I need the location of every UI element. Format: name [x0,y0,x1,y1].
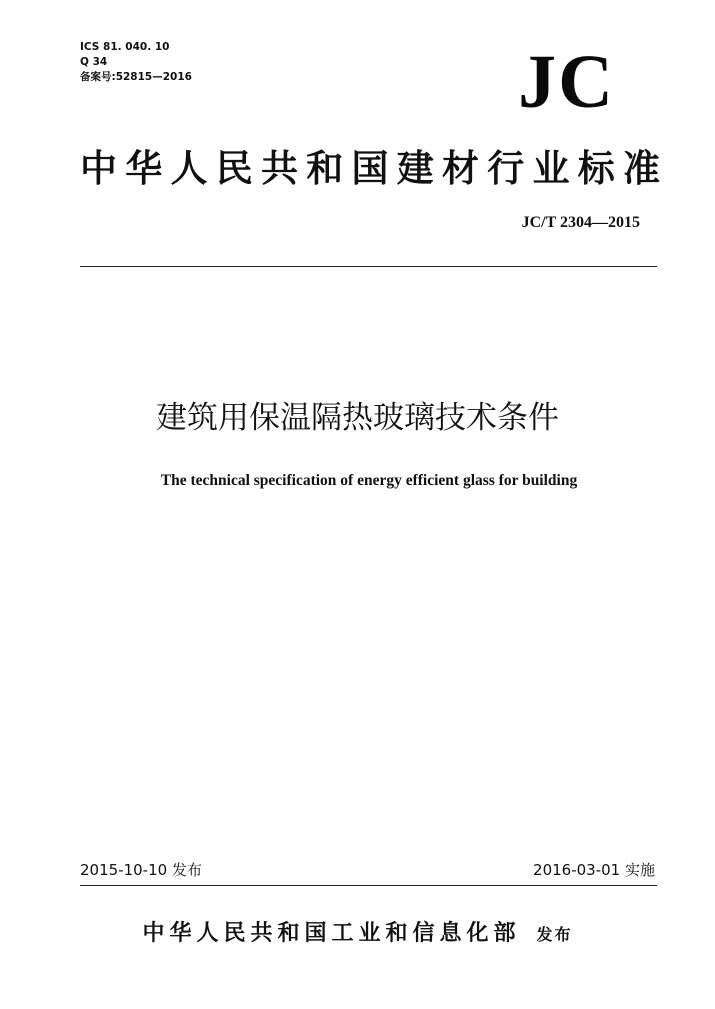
implementation-date: 2016-03-01 实施 [533,861,655,879]
standard-number: JC/T 2304—2015 [521,214,640,231]
classification-block [80,40,192,85]
issue-date: 2015-10-10 发布 [80,861,202,879]
ics-code: ICS 81. 040. 10 [80,41,170,53]
top-divider [80,266,657,267]
publisher-action: 发布 [536,925,573,944]
publisher-line [0,918,715,950]
publisher-name: 中华人民共和国工业和信息化部 [142,920,521,946]
document-title-english: The technical specification of energy efficient glass for building [160,472,578,489]
bottom-divider [80,885,657,886]
standard-title: 中华人民共和国建材行业标准 [80,146,660,190]
jc-logo: JC [518,40,615,124]
document-title: 建筑用保温隔热玻璃技术条件 [156,400,559,436]
class-code: Q 34 [80,56,108,68]
filing-number: 备案号:52815—2016 [80,71,192,83]
